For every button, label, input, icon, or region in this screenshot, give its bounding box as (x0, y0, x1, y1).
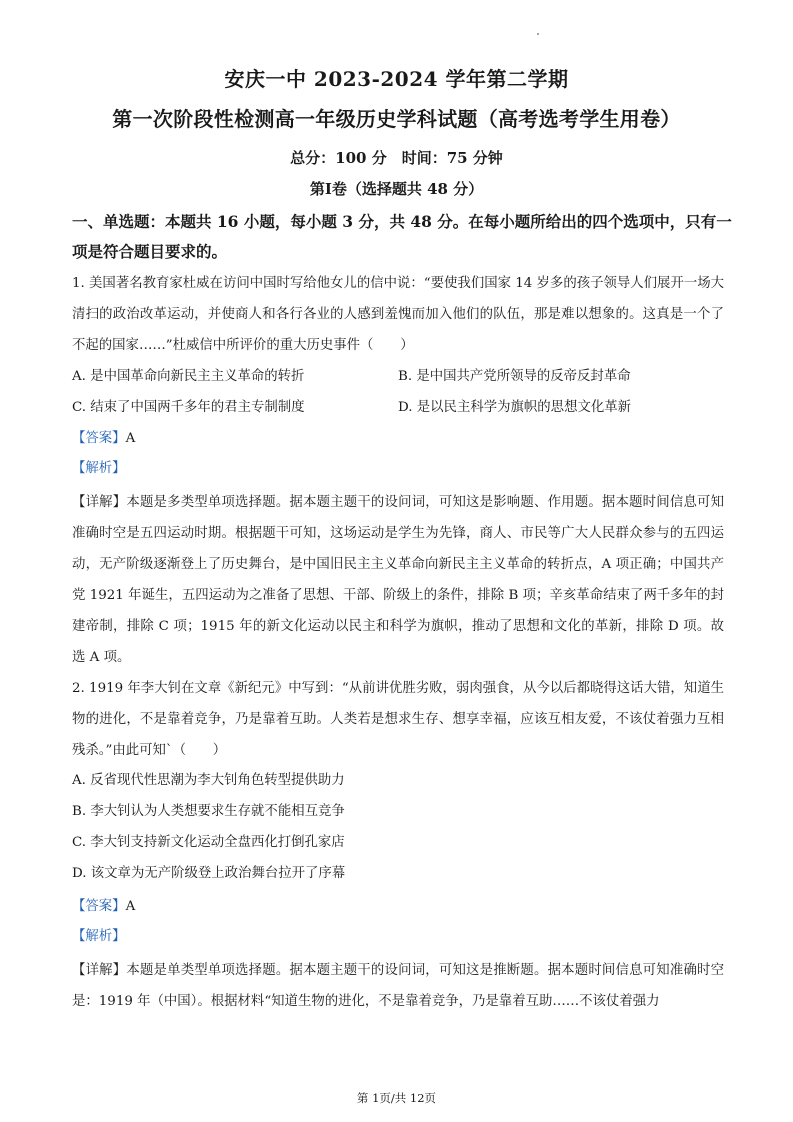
question-1-option-c: C. 结束了中国两千多年的君主专制制度 (72, 400, 305, 415)
exam-title-line1: 安庆一中 2023-2024 学年第二学期 (224, 67, 569, 91)
question-2-detail (72, 955, 724, 1017)
page-footer: 第 1页/共 12页 (356, 1091, 437, 1105)
exam-title-line2: 第一次阶段性检测高一年级历史学科试题（高考选考学生用卷） (112, 107, 681, 131)
question-2-answer (72, 897, 135, 917)
question-1-analysis-label (72, 459, 126, 479)
analysis-label: 【解析】 (72, 929, 126, 944)
question-1-option-b: B. 是中国共产党所领导的反帝反封革命 (398, 369, 631, 384)
section-heading: 一、单选题：本题共 16 小题，每小题 3 分，共 48 分。在每小题所给出的四个选项中，只有一项是符合题目要求的。 (72, 212, 732, 261)
detail-text: 本题是多类型单项选择题。据本题主题干的设问词，可知这是影响题、作用题。据本题时间信息可知准确时空是五四运动时期。根据题干可知，这场运动是学生为先锋，商人、市民等广大人民群众参与的五四运动，无产阶级逐渐登上了历史舞台，是中国旧民主主义革命向新民主主义革命的转折点，A 项正确；中国共产党 1921 年诞生，五四运动为之准备了思想、干部、阶级上的条件，排除 B 项；辛亥革命结束了两千多年的封建帝制，排除 C 项；1915 年的新文化运动以民主和科学为旗帜，推动了思想和文化的革新，排除 D 项。故选 A 项。 (72, 495, 725, 665)
analysis-label: 【解析】 (72, 461, 126, 476)
detail-text: 本题是单类型单项选择题。据本题主题干的设问词，可知这是推断题。据本题时间信息可知准确时空是：1919 年（中国）。根据材料“知道生物的进化，不是靠着竞争，乃是靠着互助……不该仗着强力 (72, 963, 725, 1009)
question-2-option-c: C. 李大钊支持新文化运动全盘西化打倒孔家店 (72, 835, 345, 850)
detail-label: 【详解】 (72, 963, 127, 978)
volume-heading: 第Ⅰ卷（选择题共 48 分） (309, 180, 484, 198)
decorative-dot (537, 33, 539, 35)
question-2-option-b: B. 李大钊认为人类想要求生存就不能相互竞争 (72, 804, 345, 819)
question-2-analysis-label (72, 927, 126, 947)
question-2-stem: 2. 1919 年李大钊在文章《新纪元》中写到：“从前讲优胜劣败，弱肉强食，从今以后都晓得这话大错，知道生物的进化，不是靠着竞争，乃是靠着互助。人类若是想求生存、想享幸福，应该互相友爱，不该仗着强力互相残杀。”由此可知`（ ） (72, 681, 724, 758)
question-1-option-d: D. 是以民主科学为旗帜的思想文化革新 (398, 400, 632, 415)
question-1-stem: 1. 美国著名教育家杜威在访问中国时写给他女儿的信中说：“要使我们国家 14 岁多的孩子领导人们展开一场大清扫的政治改革运动，并使商人和各行各业的人感到羞愧而加入他们的队伍，那是难以想象的。这真是一个了不起的国家……”杜威信中所评价的重大历史事件（ ） (72, 276, 725, 353)
answer-label: 【答案】 (72, 899, 126, 914)
question-1-answer (72, 429, 135, 449)
detail-label: 【详解】 (72, 495, 127, 510)
question-2-option-d: D. 该文章为无产阶级登上政治舞台拉开了序幕 (72, 866, 346, 881)
answer-label: 【答案】 (72, 431, 126, 446)
answer-value: A (125, 899, 136, 914)
question-2-option-a: A. 反省现代性思潮为李大钊角色转型提供助力 (72, 773, 345, 788)
score-time-info: 总分：100 分 时间：75 分钟 (290, 149, 503, 167)
question-1-option-a: A. 是中国革命向新民主主义革命的转折 (72, 369, 305, 384)
answer-value: A (125, 431, 136, 446)
question-1-detail (72, 487, 724, 673)
